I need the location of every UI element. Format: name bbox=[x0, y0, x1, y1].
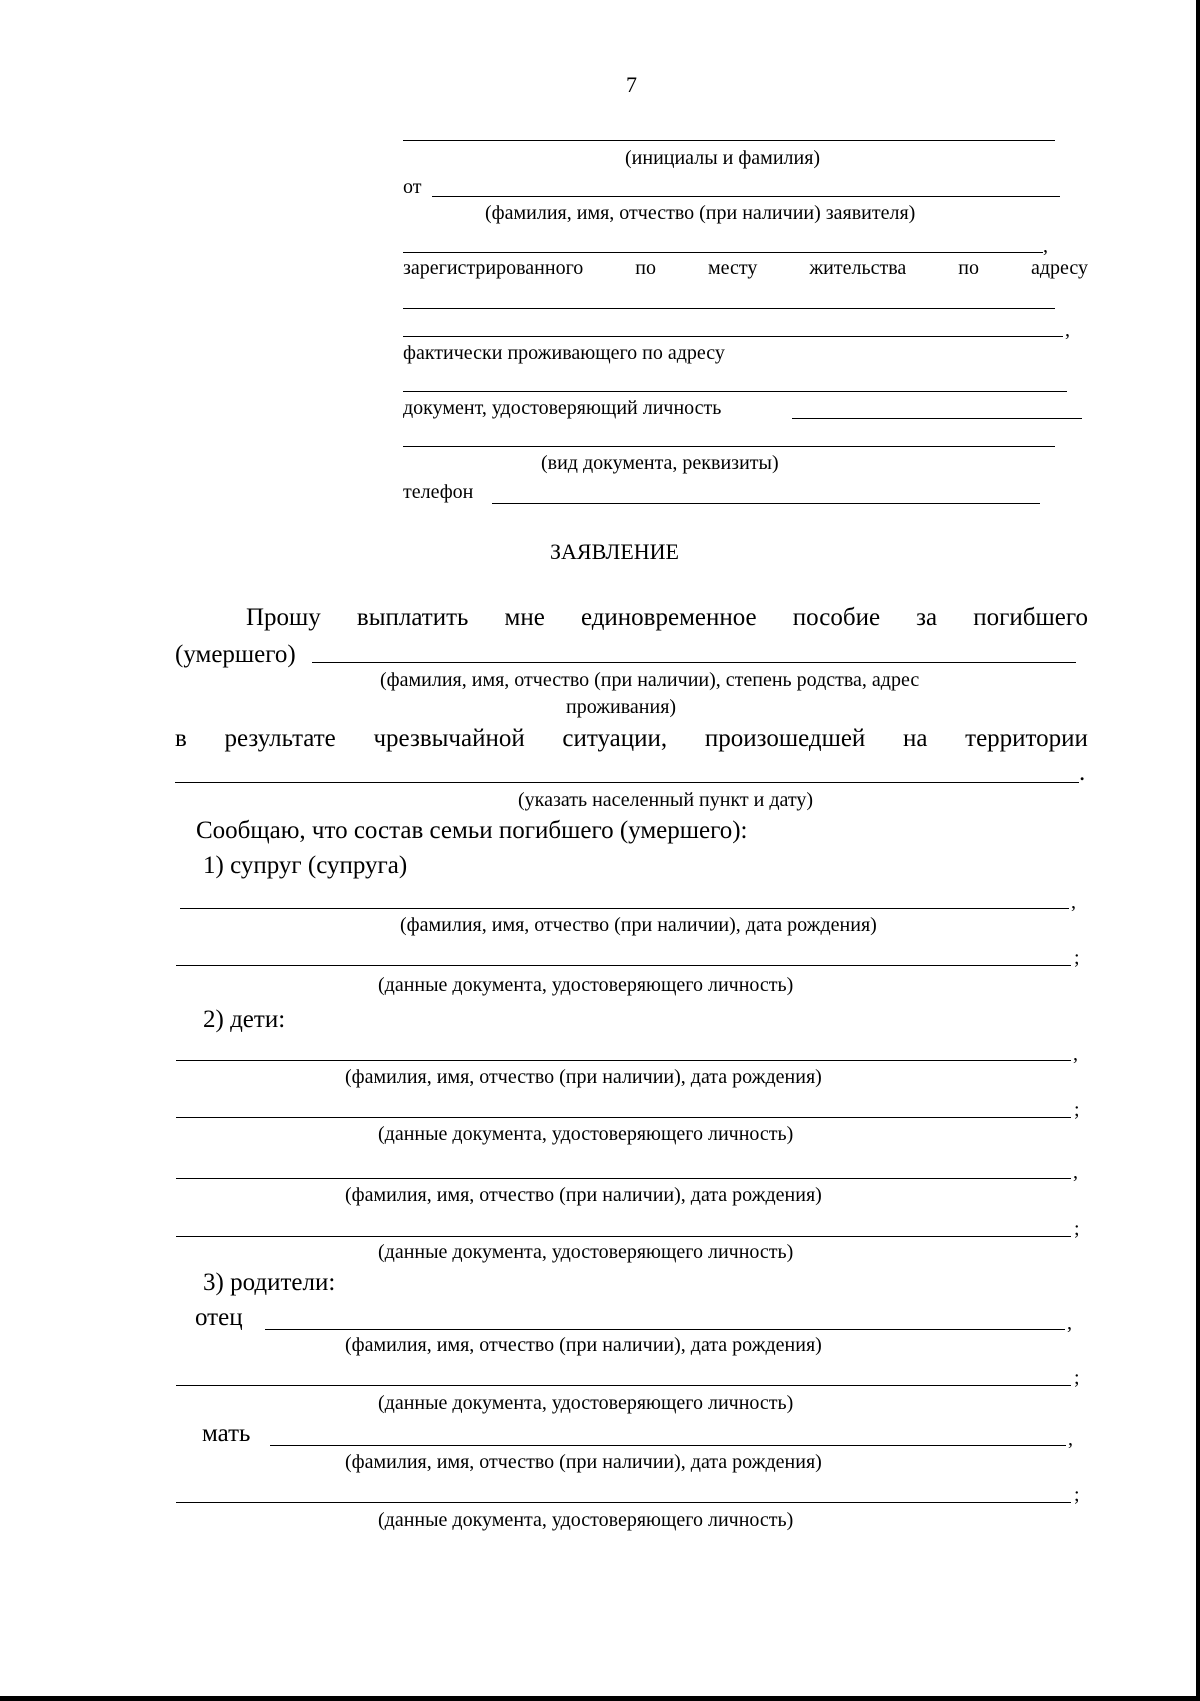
child1-doc-line bbox=[176, 1117, 1071, 1118]
doc-data-caption: (данные документа, удостоверяющего личность) bbox=[378, 1241, 794, 1263]
doc-data-caption: (данные документа, удостоверяющего личность) bbox=[378, 1509, 794, 1531]
applicant-line-2 bbox=[403, 252, 1043, 253]
registered-address-label: зарегистрированного по месту жительства по адресу bbox=[403, 257, 1088, 279]
period-mark: . bbox=[1079, 759, 1086, 786]
registered-address-line-1 bbox=[403, 308, 1055, 309]
name-caption: (фамилия, имя, отчество (при наличии), дата рождения) bbox=[400, 914, 877, 936]
semicolon-mark: ; bbox=[1074, 1484, 1080, 1506]
place-caption: (указать населенный пункт и дату) bbox=[518, 789, 814, 811]
semicolon-mark: ; bbox=[1074, 1367, 1080, 1389]
doc-data-caption: (данные документа, удостоверяющего личность) bbox=[378, 1392, 794, 1414]
family-intro: Сообщаю, что состав семьи погибшего (умершего): bbox=[196, 817, 748, 844]
name-caption: (фамилия, имя, отчество (при наличии), дата рождения) bbox=[345, 1184, 822, 1206]
children-label: 2) дети: bbox=[203, 1006, 286, 1033]
comma-mark: , bbox=[1071, 891, 1076, 913]
id-document-label: документ, удостоверяющий личность bbox=[403, 397, 722, 419]
deceased-caption-1: (фамилия, имя, отчество (при наличии), степень родства, адрес bbox=[380, 669, 920, 691]
comma-mark: , bbox=[1073, 1043, 1078, 1065]
deceased-caption-2: проживания) bbox=[566, 696, 677, 718]
deceased-line bbox=[312, 662, 1076, 663]
territory-line bbox=[175, 782, 1079, 783]
father-label: отец bbox=[195, 1304, 243, 1331]
document-title: ЗАЯВЛЕНИЕ bbox=[550, 539, 679, 564]
child2-name-line bbox=[176, 1178, 1071, 1179]
scan-edge-right bbox=[1196, 0, 1200, 1701]
spouse-doc-line bbox=[176, 965, 1071, 966]
doc-data-caption: (данные документа, удостоверяющего личность) bbox=[378, 974, 794, 996]
deceased-label: (умершего) bbox=[175, 641, 296, 668]
child1-name-line bbox=[176, 1060, 1071, 1061]
mother-doc-line bbox=[176, 1502, 1071, 1503]
comma-mark: , bbox=[1067, 1312, 1072, 1334]
id-document-line-2 bbox=[403, 446, 1055, 447]
mother-label: мать bbox=[202, 1420, 251, 1447]
father-name-line bbox=[265, 1329, 1065, 1330]
name-caption: (фамилия, имя, отчество (при наличии), дата рождения) bbox=[345, 1451, 822, 1473]
id-document-line bbox=[792, 418, 1082, 419]
semicolon-mark: ; bbox=[1074, 1218, 1080, 1240]
page-number: 7 bbox=[626, 72, 637, 97]
comma-mark: , bbox=[1043, 235, 1048, 257]
comma-mark: , bbox=[1073, 1161, 1078, 1183]
comma-mark: , bbox=[1065, 319, 1070, 341]
name-caption: (фамилия, имя, отчество (при наличии), дата рождения) bbox=[345, 1066, 822, 1088]
parents-label: 3) родители: bbox=[203, 1269, 336, 1296]
semicolon-mark: ; bbox=[1074, 947, 1080, 969]
registered-address-line-2 bbox=[403, 336, 1063, 337]
phone-line bbox=[492, 503, 1040, 504]
result-text: в результате чрезвычайной ситуации, произошедшей на территории bbox=[175, 725, 1088, 752]
child2-doc-line bbox=[176, 1236, 1071, 1237]
from-label: от bbox=[403, 176, 422, 198]
applicant-line bbox=[432, 196, 1060, 197]
spouse-name-line bbox=[180, 908, 1069, 909]
addressee-line bbox=[403, 140, 1055, 141]
mother-name-line bbox=[270, 1445, 1066, 1446]
spouse-label: 1) супруг (супруга) bbox=[203, 852, 408, 879]
name-caption: (фамилия, имя, отчество (при наличии), дата рождения) bbox=[345, 1334, 822, 1356]
scan-edge-bottom bbox=[0, 1696, 1200, 1701]
applicant-caption: (фамилия, имя, отчество (при наличии) заявителя) bbox=[485, 202, 916, 224]
comma-mark: , bbox=[1068, 1428, 1073, 1450]
phone-label: телефон bbox=[403, 481, 474, 503]
initials-caption: (инициалы и фамилия) bbox=[625, 147, 821, 169]
father-doc-line bbox=[176, 1385, 1071, 1386]
actual-address-label: фактически проживающего по адресу bbox=[403, 342, 725, 364]
request-text: Прошу выплатить мне единовременное пособие за погибшего bbox=[246, 604, 1088, 631]
document-caption: (вид документа, реквизиты) bbox=[541, 452, 779, 474]
doc-data-caption: (данные документа, удостоверяющего личность) bbox=[378, 1123, 794, 1145]
semicolon-mark: ; bbox=[1074, 1099, 1080, 1121]
actual-address-line bbox=[403, 391, 1067, 392]
